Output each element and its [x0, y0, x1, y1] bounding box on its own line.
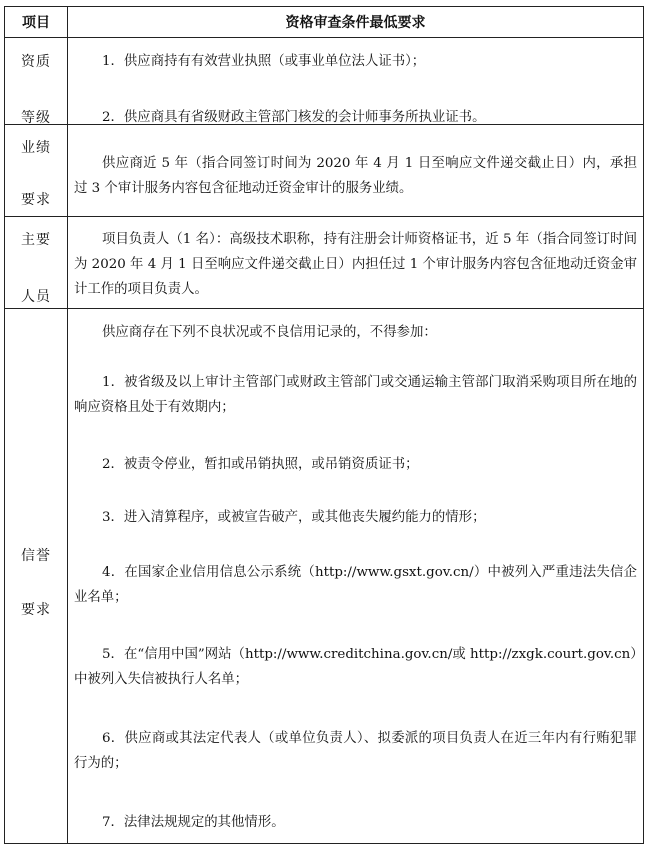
row-label-qualification — [5, 38, 68, 125]
list-item: 2．供应商具有省级财政主管部门核发的会计师事务所执业证书。 — [102, 110, 486, 125]
label-line-2: 等级 — [21, 110, 51, 126]
table-row-personnel — [5, 217, 644, 309]
paragraph: 供应商近 5 年（指合同签订时间为 2020 年 4 月 1 日至响应文件递交截止日）内，承担过 3 个审计服务内容包含征地动迁资金审计的服务业绩。 — [74, 156, 637, 196]
row-content-performance — [68, 125, 644, 217]
paragraph: 供应商存在下列不良状况或不良信用记录的，不得参加： — [102, 325, 437, 340]
paragraph: 项目负责人（1 名）：高级技术职称，持有注册会计师资格证书，近 5 年（指合同签订时间为 2020 年 4 月 1 日至响应文件递交截止日）内担任过 1 个审计服务内容包含征地动迁资金审计工作的项目负责人。 — [74, 232, 637, 297]
list-item: 1．被省级及以上审计主管部门或财政主管部门或交通运输主管部门取消采购项目所在地的响应资格且处于有效期内； — [74, 375, 637, 415]
label-line-1: 资质 — [21, 54, 51, 70]
row-label-personnel — [5, 217, 68, 309]
header-item: 项目 — [5, 7, 68, 38]
table-header-row — [5, 7, 644, 38]
row-label-credit — [5, 309, 68, 844]
label-line-2: 要求 — [21, 192, 51, 208]
list-item: 6．供应商或其法定代表人（或单位负责人）、拟委派的项目负责人在近三年内有行贿犯罪行为的； — [74, 731, 637, 771]
list-item: 1．供应商持有有效营业执照（或事业单位法人证书）； — [102, 54, 426, 69]
list-item: 2．被责令停业，暂扣或吊销执照，或吊销资质证书； — [102, 457, 419, 472]
label-line-2: 要求 — [21, 602, 51, 618]
label-line-2: 人员 — [21, 289, 51, 305]
row-content-personnel — [68, 217, 644, 309]
table-row-qualification — [5, 38, 644, 125]
table-row-credit — [5, 309, 644, 844]
table-row-performance — [5, 125, 644, 217]
row-label-performance — [5, 125, 68, 217]
list-item: 4．在国家企业信用信息公示系统（http://www.gsxt.gov.cn/）中被列入严重违法失信企业名单； — [74, 565, 637, 605]
header-requirements: 资格审查条件最低要求 — [68, 7, 644, 38]
list-item: 5．在“信用中国”网站（http://www.creditchina.gov.cn/或 http://zxgk.court.gov.cn）中被列入失信被执行人名单； — [74, 647, 637, 687]
label-line-1: 信誉 — [21, 548, 51, 564]
list-item: 3．进入清算程序，或被宣告破产，或其他丧失履约能力的情形； — [102, 510, 486, 525]
row-content-qualification — [68, 38, 644, 125]
list-item: 7．法律法规规定的其他情形。 — [102, 815, 285, 830]
row-content-credit — [68, 309, 644, 844]
label-line-1: 业绩 — [21, 140, 51, 156]
label-line-1: 主要 — [21, 232, 51, 248]
qualification-requirements-table — [4, 6, 644, 844]
